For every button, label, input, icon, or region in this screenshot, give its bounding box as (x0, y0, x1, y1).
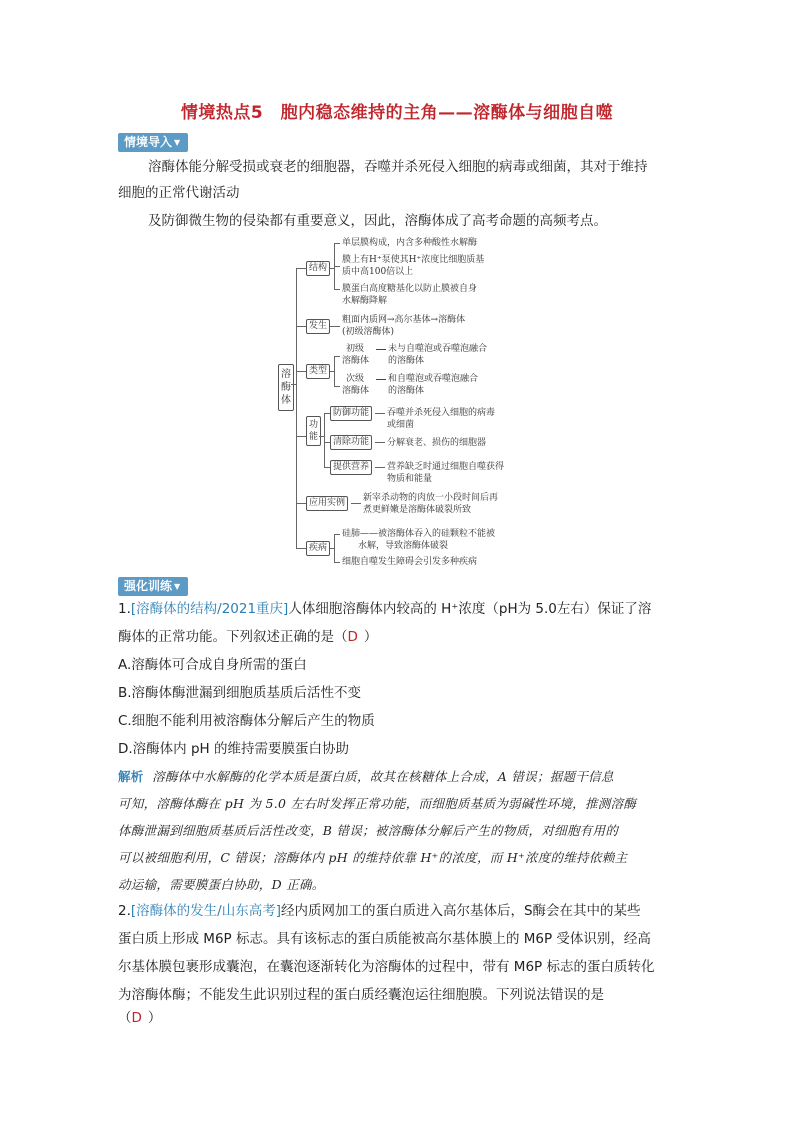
connector (334, 386, 340, 387)
connector (330, 268, 335, 269)
type2-line2: 溶酶体 (342, 386, 370, 396)
q2-stem-line1 (118, 897, 641, 925)
structure-item1: 单层膜构成，内含多种酸性水解酶 (342, 238, 478, 248)
connector (330, 326, 340, 327)
triangle-icon: ▼ (174, 581, 181, 591)
node-disease: 疾病 (306, 541, 330, 556)
connector (334, 356, 340, 357)
node-example: 应用实例 (306, 496, 348, 511)
q1-source: [溶酶体的结构/2021重庆] (130, 601, 289, 617)
q2-stem-line2: 蛋白质上形成 M6P 标志。具有该标志的蛋白质能被高尔基体膜上的 M6P 受体识别，经高 (118, 931, 651, 947)
connector (296, 268, 306, 269)
type1-desc1: 未与自噬泡或吞噬泡融合 (388, 344, 488, 354)
q1-explanation-line2: 可知，溶酶体酶在 pH 为 5.0 左右时发挥正常功能，而细胞质基质为弱碱性环境，推测溶酶 (118, 796, 637, 811)
dash-line (376, 379, 386, 380)
disease-text1: 硅肺——被溶酶体吞入的硅颗粒不能被 (342, 529, 496, 539)
q1-stem1: 人体细胞溶酶体内较高的 H⁺浓度（pH为 5.0左右）保证了溶 (288, 601, 652, 617)
node-nutrition: 提供营养 (330, 460, 372, 475)
connector (375, 467, 385, 468)
structure-item2b: 质中高100倍以上 (342, 267, 414, 277)
type1-desc2: 的溶酶体 (388, 356, 425, 366)
q2-answer: D (131, 1010, 142, 1026)
q1-option-b: B.溶酶体酶泄漏到细胞质基质后活性不变 (118, 685, 362, 701)
connector (296, 436, 306, 437)
q1-option-a: A.溶酶体可合成自身所需的蛋白 (118, 657, 307, 673)
node-type: 类型 (306, 364, 330, 379)
node-structure: 结构 (306, 261, 330, 276)
example-text2: 煮更鲜嫩是溶酶体破裂所致 (363, 505, 472, 515)
q1-explanation-line4: 可以被细胞利用，C 错误；溶酶体内 pH 的维持依靠 H⁺的浓度，而 H⁺浓度的维持依赖主 (118, 850, 628, 865)
defense-text1: 吞噬并杀死侵入细胞的病毒 (387, 408, 496, 418)
q1-option-d: D.溶酶体内 pH 的维持需要膜蛋白协助 (118, 741, 349, 757)
connector (334, 562, 340, 563)
trunk-line (296, 268, 297, 548)
clearance-text: 分解衰老、损伤的细胞器 (387, 438, 487, 448)
q2-number: 2. (118, 903, 131, 919)
q2-close: ） (147, 1010, 162, 1026)
type1-line2: 溶酶体 (342, 356, 370, 366)
node-origin: 发生 (306, 319, 330, 334)
type2-line1: 次级 (346, 374, 365, 384)
q1-stem-line2 (118, 623, 377, 651)
q1-explanation-line5: 动运输，需要膜蛋白协助，D 正确。 (118, 877, 325, 892)
origin-text2: (初级溶酶体) (342, 327, 395, 337)
intro-paragraph-line1: 溶酶体能分解受损或衰老的细胞器，吞噬并杀死侵入细胞的病毒或细菌，其对于维持 (148, 159, 648, 175)
type2-desc1: 和自噬泡或吞噬泡融合 (388, 374, 479, 384)
q2-l1: 经内质网加工的蛋白质进入高尔基体后，S酶会在其中的某些 (280, 903, 641, 919)
q1-number: 1. (118, 601, 131, 617)
connector (334, 534, 340, 535)
example-text1: 新宰杀动物的肉放一小段时间后再 (363, 493, 499, 503)
disease-text2: 水解，导致溶酶体破裂 (358, 541, 449, 551)
defense-text2: 或细菌 (387, 420, 415, 430)
q1-stem2: 酶体的正常功能。下列叙述正确的是（ (118, 629, 348, 645)
q2-stem-line4: 为溶酶体酶；不能发生此识别过程的蛋白质经囊泡运往细胞膜。下列说法错误的是 (118, 987, 604, 1003)
q2-stem-line3: 尔基体膜包裹形成囊泡，在囊泡逐渐转化为溶酶体的过程中，带有 M6P 标志的蛋白质转化 (118, 959, 655, 975)
type2-desc2: 的溶酶体 (388, 386, 425, 396)
connector (330, 548, 335, 549)
tag-label: 情境导入 (124, 135, 173, 149)
q1-answer: D (347, 629, 358, 645)
q2-source: [溶酶体的发生/山东高考] (130, 903, 281, 919)
explanation-key: 解析 (118, 769, 144, 784)
node-function: 功能 (306, 416, 321, 446)
connector (324, 413, 325, 467)
triangle-icon: ▼ (174, 137, 181, 147)
q1-explanation-line1 (118, 763, 614, 791)
q2-open: （ (118, 1010, 132, 1026)
q1-close: ） (363, 629, 378, 645)
connector (296, 326, 306, 327)
connector (334, 266, 340, 267)
connector (375, 442, 385, 443)
connector (375, 413, 385, 414)
q1-explanation-line3: 体酶泄漏到细胞质基质后活性改变，B 错误；被溶酶体分解后产生的物质，对细胞有用的 (118, 823, 619, 838)
q1-stem-line1 (118, 595, 651, 623)
q1-option-c: C.细胞不能利用被溶酶体分解后产生的物质 (118, 713, 375, 729)
nutrition-text2: 物质和能量 (387, 474, 433, 484)
structure-item2a: 膜上有H⁺泵使其H⁺浓度比细胞质基 (342, 255, 485, 265)
connector (334, 289, 340, 290)
connector (319, 436, 325, 437)
q2-answer-line (118, 1004, 161, 1032)
explanation-text: 溶酶体中水解酶的化学本质是蛋白质，故其在核糖体上合成，A 错误；据题干信息 (152, 769, 614, 784)
section-tag-training (118, 577, 188, 596)
disease-text3: 细胞自噬发生障碍会引发多种疾病 (342, 557, 478, 567)
node-clearance: 清除功能 (330, 435, 372, 450)
intro-paragraph-line2: 细胞的正常代谢活动 (118, 185, 240, 201)
origin-text1: 粗面内质网→高尔基体→溶酶体 (342, 315, 466, 325)
structure-item3a: 膜蛋白高度糖基化以防止膜被自身 (342, 284, 478, 294)
page-title: 情境热点5 胞内稳态维持的主角——溶酶体与细胞自噬 (180, 103, 614, 123)
root-node: 溶酶体 (278, 364, 294, 411)
dash-line (376, 349, 386, 350)
connector (296, 371, 306, 372)
type1-line1: 初级 (346, 344, 365, 354)
connector (330, 371, 335, 372)
node-defense: 防御功能 (330, 406, 372, 421)
intro-paragraph-line3: 及防御微生物的侵染都有重要意义，因此，溶酶体成了高考命题的高频考点。 (148, 213, 607, 229)
connector (296, 548, 306, 549)
structure-item3b: 水解酶降解 (342, 296, 388, 306)
connector (334, 243, 340, 244)
connector (291, 384, 297, 385)
nutrition-text1: 营养缺乏时通过细胞自噬获得 (387, 462, 505, 472)
tag-label: 强化训练 (124, 579, 173, 593)
connector (296, 503, 306, 504)
connector (351, 503, 361, 504)
